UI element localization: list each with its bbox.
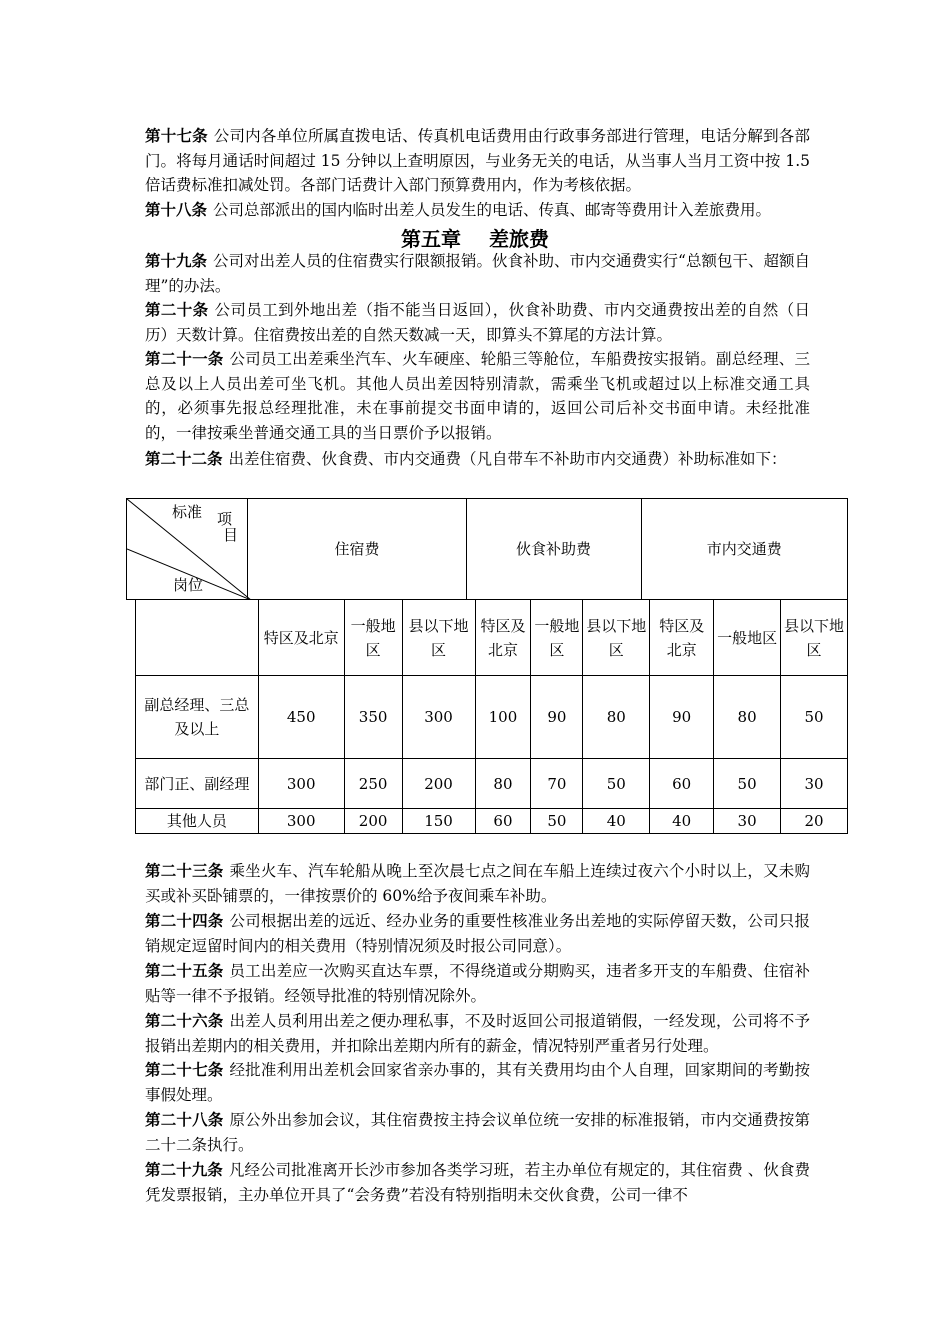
corner-label-position: 岗位	[173, 576, 204, 594]
article-text: 公司员工到外地出差（指不能当日返回），伙食补助费、市内交通费按出差的自然（日历）天数计算。住宿费按出差的自然天数减一天，即算头不算尾的方法计算。	[145, 301, 810, 344]
value-cell: 80	[714, 676, 781, 759]
value-cell: 40	[650, 809, 714, 834]
value-cell: 60	[475, 809, 531, 834]
subheader-cell: 特区及北京	[475, 600, 531, 676]
table-row	[136, 759, 848, 809]
value-cell: 50	[714, 759, 781, 809]
article-label: 第二十八条	[145, 1110, 224, 1129]
article-text: 出差人员利用出差之便办理私事，不及时返回公司报道销假，一经发现，公司将不予报销出差期内的相关费用，并扣除出差期内所有的薪金，情况特别严重者另行处理。	[145, 1012, 810, 1055]
article-22	[145, 447, 810, 472]
value-cell: 300	[402, 676, 475, 759]
article-label: 第二十一条	[145, 349, 224, 368]
value-cell: 50	[531, 809, 583, 834]
value-cell: 80	[475, 759, 531, 809]
value-cell: 200	[344, 809, 402, 834]
article-17	[145, 124, 810, 198]
article-text: 员工出差应一次购买直达车票，不得绕道或分期购买，违者多开支的车船费、住宿补贴等一律不予报销。经领导批准的特别情况除外。	[145, 962, 810, 1005]
subheader-cell: 县以下地区	[583, 600, 650, 676]
article-text: 公司根据出差的远近、经办业务的重要性核准业务出差地的实际停留天数，公司只报销规定逗留时间内的相关费用（特别情况须及时报公司同意）。	[145, 912, 810, 955]
article-label: 第二十二条	[145, 449, 223, 468]
article-text: 公司内各单位所属直拨电话、传真机电话费用由行政事务部进行管理，电话分解到各部门。将每月通话时间超过 15 分钟以上查明原因，与业务无关的电话，从当事人当月工资中按 1.5 倍话费标准扣减处罚。各部门话费计入部门预算费用内，作为考核依据。	[145, 127, 810, 194]
article-label: 第十七条	[145, 126, 208, 145]
blank-header-cell	[136, 600, 259, 676]
position-cell: 副总经理、三总及以上	[136, 676, 259, 759]
subheader-cell: 县以下地区	[781, 600, 848, 676]
subheader-cell: 一般地区	[531, 600, 583, 676]
value-cell: 90	[650, 676, 714, 759]
value-cell: 80	[583, 676, 650, 759]
article-21	[145, 347, 810, 445]
article-29	[145, 1158, 810, 1207]
group-header-lodging: 住宿费	[248, 499, 466, 600]
article-label: 第十八条	[145, 200, 208, 219]
subheader-cell: 特区及北京	[650, 600, 714, 676]
value-cell: 50	[583, 759, 650, 809]
value-cell: 300	[258, 759, 344, 809]
article-23	[145, 859, 810, 908]
article-label: 第二十三条	[145, 861, 224, 880]
article-label: 第二十条	[145, 300, 209, 319]
article-text: 公司对出差人员的住宿费实行限额报销。伙食补助、市内交通费实行“总额包干、超额自理”的办法。	[145, 252, 810, 295]
group-header-meals: 伙食补助费	[466, 499, 641, 600]
article-text: 公司总部派出的国内临时出差人员发生的电话、传真、邮寄等费用计入差旅费用。	[213, 201, 772, 219]
allowance-table-header	[126, 498, 848, 600]
article-26	[145, 1009, 810, 1058]
article-text: 凡经公司批准离开长沙市参加各类学习班，若主办单位有规定的，其住宿费 、伙食费凭发票报销，主办单位开具了“会务费”若没有特别指明未交伙食费，公司一律不	[145, 1161, 810, 1204]
article-label: 第二十六条	[145, 1011, 224, 1030]
value-cell: 200	[402, 759, 475, 809]
article-text: 经批准利用出差机会回家省亲办事的，其有关费用均由个人自理，回家期间的考勤按事假处理。	[145, 1061, 810, 1104]
article-24	[145, 909, 810, 958]
article-text: 原公外出参加会议，其住宿费按主持会议单位统一安排的标准报销，市内交通费按第二十二条执行。	[145, 1111, 810, 1154]
value-cell: 450	[258, 676, 344, 759]
article-text: 出差住宿费、伙食费、市内交通费（凡自带车不补助市内交通费）补助标准如下：	[228, 450, 787, 468]
article-25	[145, 959, 810, 1008]
value-cell: 20	[781, 809, 848, 834]
value-cell: 250	[344, 759, 402, 809]
article-label: 第二十九条	[145, 1160, 223, 1179]
article-18	[145, 198, 810, 223]
position-cell: 其他人员	[136, 809, 259, 834]
article-19	[145, 249, 810, 298]
value-cell: 90	[531, 676, 583, 759]
value-cell: 70	[531, 759, 583, 809]
allowance-table-body	[135, 599, 848, 834]
subheader-cell: 一般地区	[714, 600, 781, 676]
corner-label-item-2: 目	[223, 526, 239, 544]
table-row	[136, 809, 848, 834]
chapter-number: 第五章	[401, 227, 461, 251]
article-text: 乘坐火车、汽车轮船从晚上至次晨七点之间在车船上连续过夜六个小时以上，又未购买或补买卧铺票的，一律按票价的 60%给予夜间乘车补助。	[145, 862, 810, 905]
value-cell: 150	[402, 809, 475, 834]
article-label: 第二十七条	[145, 1060, 224, 1079]
article-20	[145, 298, 810, 347]
corner-cell	[127, 499, 248, 600]
value-cell: 60	[650, 759, 714, 809]
table-row	[136, 676, 848, 759]
article-27	[145, 1058, 810, 1107]
subheader-cell: 县以下地区	[402, 600, 475, 676]
value-cell: 300	[258, 809, 344, 834]
article-label: 第十九条	[145, 251, 208, 270]
corner-label-standard: 标准	[172, 503, 203, 521]
value-cell: 40	[583, 809, 650, 834]
value-cell: 100	[475, 676, 531, 759]
article-label: 第二十四条	[145, 911, 224, 930]
subheader-cell: 一般地区	[344, 600, 402, 676]
value-cell: 50	[781, 676, 848, 759]
article-text: 公司员工出差乘坐汽车、火车硬座、轮船三等舱位，车船费按实报销。副总经理、三总及以上人员出差可坐飞机。其他人员出差因特别清款，需乘坐飞机或超过以上标准交通工具的，必须事先报总经理批准，未在事前提交书面申请的，返回公司后补交书面申请。未经批准的，一律按乘坐普通交通工具的当日票价予以报销。	[145, 350, 810, 442]
value-cell: 30	[714, 809, 781, 834]
value-cell: 350	[344, 676, 402, 759]
position-cell: 部门正、副经理	[136, 759, 259, 809]
subheader-cell: 特区及北京	[258, 600, 344, 676]
value-cell: 30	[781, 759, 848, 809]
corner-label-item-1: 项	[217, 510, 233, 528]
group-header-transport: 市内交通费	[641, 499, 848, 600]
article-label: 第二十五条	[145, 961, 224, 980]
subheader-row	[136, 600, 848, 676]
chapter-title: 差旅费	[489, 227, 549, 251]
article-28	[145, 1108, 810, 1157]
